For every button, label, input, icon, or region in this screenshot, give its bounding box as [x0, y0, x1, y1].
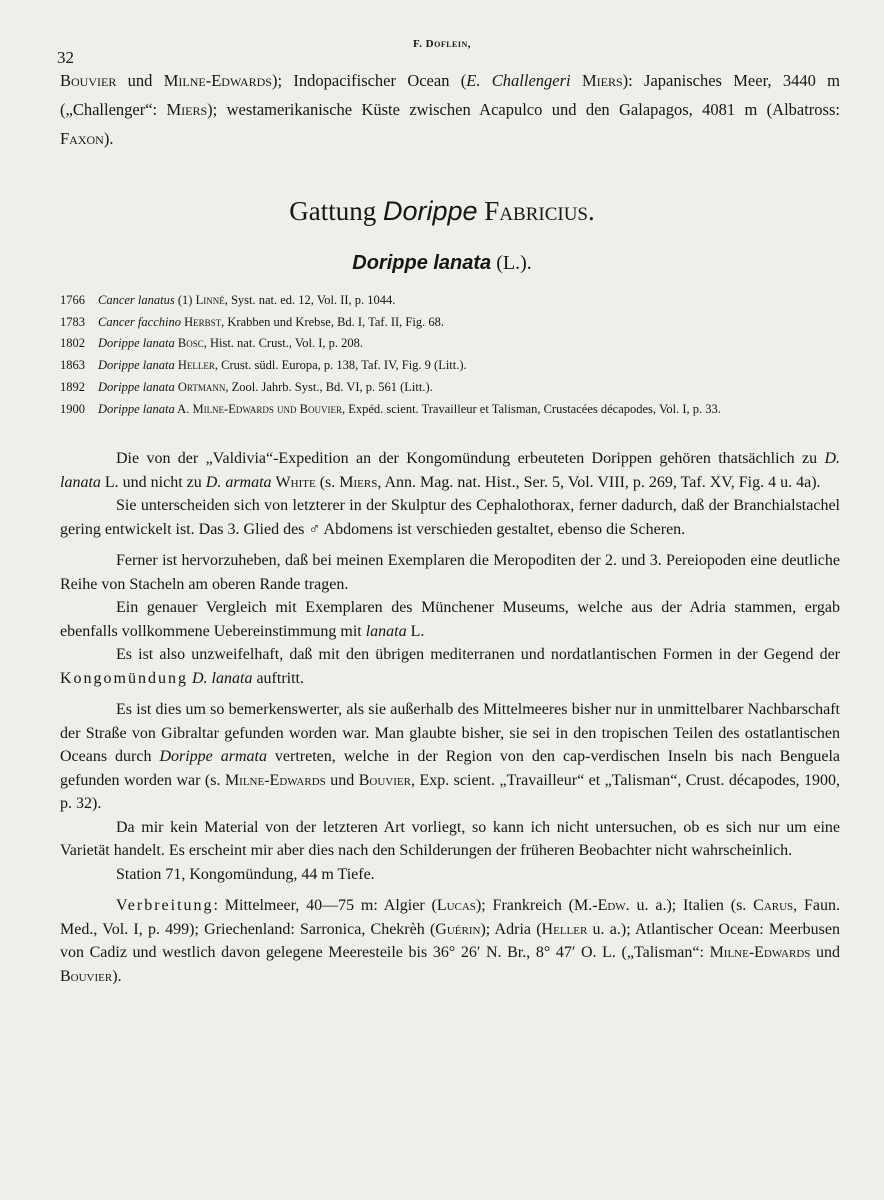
- synonymy-year: 1863: [60, 358, 85, 373]
- author-name: Miers,: [339, 473, 382, 491]
- text-run: [571, 71, 582, 90]
- taxon-name: Dorippe armata: [159, 748, 267, 765]
- text-run: u. a.); Atlantischer Ocean: Meerbusen von Cadiz und westlich davon gelegene Meeresteile bis 36° 26′ N. Br., 8° 47′ O. L. („Talisman“:: [60, 920, 840, 961]
- taxon-name: D. armata: [205, 473, 272, 491]
- author-name: M.-Edw.: [574, 897, 630, 914]
- synonymy-author: Herbst,: [184, 314, 225, 329]
- taxon-name: D. lanata: [60, 450, 840, 491]
- synonymy-taxon: Dorippe lanata: [98, 336, 175, 351]
- synonymy-text: [98, 333, 840, 355]
- synonymy-reference: Expéd. scient. Travailleur et Talisman, Crustacées décapodes, Vol. I, p. 33.: [345, 401, 721, 416]
- text-run: : Mittelmeer, 40—75 m: Algier (: [213, 897, 437, 914]
- synonymy-author: Bosc,: [177, 336, 207, 351]
- author-name: Lucas: [436, 897, 476, 914]
- synonymy-reference: Crust. südl. Europa, p. 138, Taf. IV, Fig. 9 (Litt.).: [218, 358, 467, 373]
- text-run: Ann. Mag. nat. Hist., Ser. 5, Vol. VIII, p. 269, Taf. XV, Fig. 4 u. 4a).: [381, 473, 821, 491]
- body-text: [60, 447, 840, 988]
- synonymy-taxon: Cancer facchino: [98, 314, 181, 329]
- author-name: Bouvier: [60, 71, 117, 90]
- text-run: Es ist dies um so bemerkenswerter, als sie außerhalb des Mittelmeeres bisher nur in unmittelbarer Nachbarschaft der Straße von Gibraltar gefunden worden war. Man glaubte bisher, sie sei in den tropischen Teilen des ostatlantischen Oceans durch: [60, 701, 840, 765]
- synonymy-entry: [60, 333, 840, 355]
- section-label: Verbreitung: [116, 897, 214, 914]
- synonymy-text: [98, 377, 840, 399]
- distribution-paragraph: [60, 894, 840, 988]
- synonymy-taxon: Cancer lanatus: [98, 293, 175, 307]
- synonymy-text: [98, 290, 840, 312]
- taxon-name: E. Challengeri: [466, 71, 571, 90]
- author-name: White: [275, 473, 316, 491]
- synonymy-reference: Hist. nat. Crust., Vol. I, p. 208.: [206, 336, 363, 351]
- text-run: Ein genauer Vergleich mit Exemplaren des Münchener Museums, welche aus der Adria stammen, ergab ebenfalls vollkommene Uebereinstimmung mit: [60, 599, 840, 640]
- synonymy-text: [98, 312, 840, 334]
- synonymy-taxon: Dorippe lanata: [98, 401, 175, 416]
- author-name: Miers: [166, 100, 208, 119]
- synonymy-year: 1802: [60, 336, 85, 351]
- emphasized-place: Kongomündung: [60, 669, 188, 687]
- genus-author: Fabricius.: [484, 196, 595, 226]
- synonymy-entry: [60, 290, 840, 312]
- species-author: (L.).: [496, 252, 532, 274]
- synonymy-author: Ortmann,: [177, 379, 229, 394]
- synonymy-list: [60, 290, 840, 420]
- author-name: Milne-Edwards: [224, 771, 326, 789]
- text-run: L.: [406, 622, 425, 640]
- synonymy-reference: Krabben und Krebse, Bd. I, Taf. II, Fig. 68.: [224, 314, 444, 329]
- text-run: ); Indopacifischer Ocean (: [271, 71, 467, 90]
- synonymy-reference: Zool. Jahrb. Syst., Bd. VI, p. 561 (Litt.).: [228, 379, 433, 394]
- text-run: ).: [112, 967, 122, 985]
- intro-paragraph: [60, 66, 840, 153]
- paragraph: [60, 447, 840, 494]
- text-run: Faun. Med., Vol. I, p. 499); Griechenland: Sarronica, Chekrèh (: [60, 897, 841, 938]
- author-name: Bouvier,: [358, 771, 415, 789]
- synonymy-year: 1783: [60, 314, 85, 329]
- author-name: Milne-Edwards: [163, 71, 272, 90]
- text-run: vertreten, welche in der Region von den cap-verdischen Inseln bis nach Benguela gefunden worden war (s.: [60, 748, 841, 789]
- text-run: Es ist also unzweifelhaft, daß mit den übrigen mediterranen und nordatlantischen Formen in der Gegend der: [116, 646, 840, 663]
- synonymy-year: 1900: [60, 401, 85, 416]
- taxon-name: lanata: [365, 622, 407, 640]
- paragraph: Sie unterscheiden sich von letzterer in der Skulptur des Cephalothorax, ferner dadurch, daß der Branchialstachel gering entwickelt ist. Das 3. Glied des ♂ Abdomens ist verschieden gestaltet, ebenso die Scheren.: [60, 497, 840, 538]
- synonymy-text: [98, 355, 840, 377]
- synonymy-year: 1766: [60, 293, 85, 307]
- genus-prefix: Gattung: [289, 196, 377, 226]
- text-run: ); westamerikanische Küste zwischen Acapulco und den Galapagos, 4081 m (Albatross:: [207, 100, 840, 119]
- author-name: Carus,: [753, 897, 798, 914]
- author-name: Guérin: [435, 920, 481, 938]
- paragraph: Da mir kein Material von der letzteren Art vorliegt, so kann ich nicht untersuchen, ob es sich nur um eine Varietät handelt. Es erscheint mir aber dies nach den Schilderungen der früheren Beobachter nicht wahrscheinlich.: [60, 818, 840, 859]
- text-run: (1): [174, 293, 196, 307]
- genus-heading: [0, 196, 884, 227]
- text-run: A.: [174, 401, 193, 416]
- synonymy-text: [98, 399, 840, 421]
- text-run: (s.: [315, 473, 340, 491]
- synonymy-entry: [60, 399, 840, 421]
- text-run: und: [325, 771, 359, 789]
- species-heading: [0, 252, 884, 275]
- synonymy-author: Milne-Edwards und Bouvier,: [192, 401, 346, 416]
- synonymy-reference: Syst. nat. ed. 12, Vol. II, p. 1044.: [227, 293, 396, 307]
- text-run: Die von der „Valdivia“-Expedition an der Kongomündung erbeuteten Dorippen gehören thatsächlich zu: [116, 450, 825, 467]
- author-name: Heller: [541, 920, 588, 938]
- text-run: ).: [103, 129, 114, 148]
- paragraph: [60, 643, 840, 690]
- text-run: und: [810, 944, 841, 961]
- synonymy-entry: [60, 355, 840, 377]
- author-name: Milne-Edwards: [709, 944, 811, 961]
- text-run: u. a.); Italien (s.: [629, 897, 754, 914]
- text-run: ); Adria (: [480, 920, 542, 938]
- synonymy-year: 1892: [60, 379, 85, 394]
- synonymy-taxon: Dorippe lanata: [98, 358, 175, 373]
- synonymy-author: Linné,: [195, 293, 228, 307]
- synonymy-entry: [60, 377, 840, 399]
- text-run: ); Frankreich (: [475, 897, 575, 914]
- genus-name: Dorippe: [382, 196, 478, 226]
- paragraph: Ferner ist hervorzuheben, daß bei meinen Exemplaren die Meropoditen der 2. und 3. Pereiopoden eine deutliche Reihe von Stacheln am oberen Rande tragen.: [60, 552, 840, 593]
- page-number: 32: [57, 48, 74, 67]
- text-run: L. und nicht zu: [100, 473, 206, 491]
- synonymy-entry: [60, 312, 840, 334]
- text-run: auftritt.: [252, 669, 304, 687]
- synonymy-taxon: Dorippe lanata: [98, 379, 175, 394]
- paragraph: [60, 698, 840, 816]
- author-name: Bouvier: [60, 967, 113, 985]
- author-name: Faxon: [60, 129, 104, 148]
- text-run: ): Japanisches Meer, 3440 m („Challenger“:: [60, 71, 841, 119]
- paragraph: [60, 596, 840, 643]
- text-run: Exp. scient. „Travailleur“ et „Talisman“, Crust. décapodes, 1900, p. 32).: [60, 771, 841, 812]
- text-run: und: [116, 71, 164, 90]
- running-head: F. Doflein,: [412, 38, 472, 50]
- station-line: Station 71, Kongomündung, 44 m Tiefe.: [116, 865, 375, 883]
- author-name: Miers: [581, 71, 623, 90]
- synonymy-author: Heller,: [177, 358, 219, 373]
- species-name: Dorippe lanata: [352, 252, 492, 274]
- taxon-name: D. lanata: [192, 669, 253, 687]
